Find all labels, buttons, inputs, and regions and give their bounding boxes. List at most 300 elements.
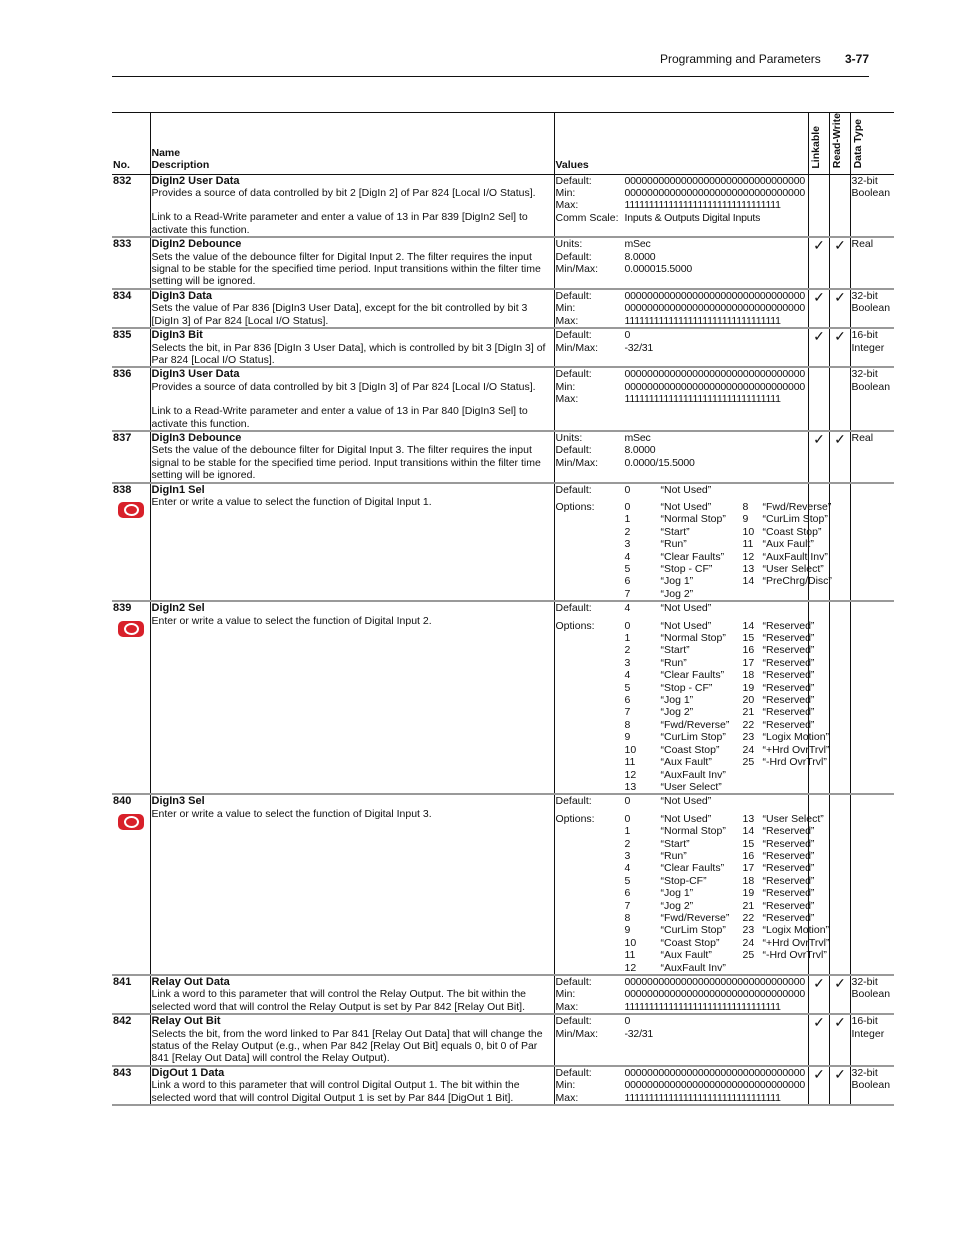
- options-label: Options:: [555, 619, 595, 632]
- param-description: Sets the value of Par 836 [DigIn3 User Data], except for the bit controlled by bit 3 [DigIn 3] of Par 824 [Local I/O Status].: [151, 302, 528, 327]
- value-row: [556, 238, 808, 250]
- value-text: 00000000000000000000000000000000: [624, 988, 805, 1001]
- option-number: 7: [624, 587, 631, 600]
- value-text: 0: [624, 1015, 631, 1028]
- option-text: “Stop-CF”: [660, 874, 707, 887]
- value-label: Min/Max:: [555, 341, 599, 354]
- parameter-table: [112, 112, 894, 1106]
- param-name: DigIn3 Sel: [151, 795, 205, 808]
- value-row: [556, 1067, 808, 1079]
- data-type: 32-bit Boolean: [850, 975, 894, 1014]
- option-number: 10: [624, 936, 637, 949]
- option-number: 15: [742, 632, 755, 645]
- option-text: “Normal Stop”: [660, 513, 726, 526]
- value-text: 0.0000/15.5000: [624, 456, 695, 469]
- value-row: [556, 342, 808, 354]
- option-number: 8: [742, 500, 749, 513]
- option-text: “Reserved”: [762, 669, 815, 682]
- option-row: [556, 924, 830, 937]
- option-row: [556, 550, 828, 563]
- option-text: “+Hrd OvrTrvl”: [762, 936, 830, 949]
- option-number: 10: [742, 525, 755, 538]
- param-description-cell: [150, 431, 554, 483]
- value-label: Default:: [555, 444, 592, 457]
- param-number: 835: [112, 328, 150, 367]
- option-number: 23: [742, 924, 755, 937]
- table-row: [112, 601, 894, 794]
- table-row: [112, 367, 894, 431]
- param-description: Provides a source of data controlled by bit 2 [DigIn 2] of Par 824 [Local I/O Status].: [151, 187, 536, 200]
- option-text: “Reserved”: [762, 837, 815, 850]
- linkable-cell: [808, 975, 829, 1014]
- param-description: Enter or write a value to select the function of Digital Input 3.: [151, 807, 432, 820]
- table-row: [112, 174, 894, 237]
- param-description-cell: [150, 367, 554, 431]
- option-number: 5: [624, 681, 631, 694]
- table-row: [112, 289, 894, 328]
- check-icon: ✓: [834, 1014, 846, 1031]
- param-values-cell: [554, 794, 830, 975]
- option-text: “Stop - CF”: [660, 563, 713, 576]
- value-row: [556, 368, 808, 380]
- check-icon: ✓: [834, 237, 846, 254]
- param-description: Enter or write a value to select the function of Digital Input 1.: [151, 495, 432, 508]
- read-write-cell: [829, 174, 850, 237]
- value-text: -32/31: [624, 341, 654, 354]
- data-type: Real: [850, 431, 894, 483]
- option-text: “Jog 2”: [660, 587, 694, 600]
- options-label: [556, 719, 625, 731]
- value-text: 00000000000000000000000000000000: [624, 1079, 805, 1092]
- value-row: [556, 1092, 808, 1104]
- option-number: 12: [742, 550, 755, 563]
- col-name-description: [150, 113, 554, 175]
- table-row: [112, 328, 894, 367]
- option-text: “AuxFault Inv”: [762, 550, 828, 563]
- option-text: “Clear Faults”: [660, 669, 725, 682]
- option-number: 3: [624, 849, 631, 862]
- param-values-cell: [554, 601, 830, 794]
- param-description-cell: [150, 975, 554, 1014]
- option-text: “Run”: [660, 538, 687, 551]
- param-description: Selects the bit, in Par 836 [DigIn 3 User Data], which is controlled by bit 3 [DigIn 3] of Par 824 [Local I/O Status].: [151, 341, 546, 366]
- value-text: 00000000000000000000000000000000: [624, 368, 805, 381]
- options-label: [556, 551, 625, 563]
- stop-icon: [118, 814, 144, 830]
- option-row: [556, 874, 815, 887]
- option-text: “Start”: [660, 525, 690, 538]
- option-text: “Reserved”: [762, 656, 815, 669]
- col-values: Values: [554, 113, 808, 175]
- value-text: 8.0000: [624, 250, 656, 263]
- col-no: No.: [112, 113, 150, 175]
- check-icon: ✓: [813, 328, 825, 345]
- option-text: “Reserved”: [762, 632, 815, 645]
- check-icon: ✓: [813, 1014, 825, 1031]
- option-text: “Fwd/Reverse”: [762, 500, 832, 513]
- value-row: [556, 988, 808, 1000]
- param-description: Sets the value of the debounce filter for Digital Input 2. The filter requires the input signal to be stable for the specified time period. Input transitions within the filter time setting will be ignored.: [151, 250, 541, 288]
- option-number: 6: [624, 575, 631, 588]
- data-type: 32-bit Boolean: [850, 174, 894, 237]
- option-number: 22: [742, 718, 755, 731]
- options-label: [556, 669, 625, 681]
- option-number: 11: [742, 538, 754, 551]
- option-text: “Coast Stop”: [762, 525, 822, 538]
- options-label: [556, 924, 625, 936]
- options-label: [556, 962, 625, 974]
- param-description: Sets the value of the debounce filter for Digital Input 3. The filter requires the input signal to be stable for the specified time period. Input transitions within the filter time setting will be ignored.: [151, 444, 541, 482]
- option-number: 11: [624, 949, 636, 962]
- options-label: [556, 769, 625, 781]
- value-row: [556, 1001, 808, 1013]
- stop-icon: [118, 621, 144, 637]
- value-text: 00000000000000000000000000000000: [624, 174, 805, 187]
- option-number: 19: [742, 681, 755, 694]
- param-number: 834: [112, 289, 150, 328]
- data-type: 32-bit Boolean: [850, 367, 894, 431]
- option-number: 24: [742, 936, 755, 949]
- options-label: [556, 731, 625, 743]
- option-text: “Reserved”: [762, 619, 815, 632]
- option-row: [556, 936, 830, 949]
- option-row: [556, 781, 808, 793]
- option-number: 12: [624, 961, 637, 974]
- param-name: Relay Out Bit: [151, 1015, 221, 1028]
- read-write-cell: [829, 237, 850, 289]
- option-row: [555, 500, 832, 513]
- value-row: [556, 381, 808, 393]
- option-row: [556, 911, 815, 924]
- option-text: “-Hrd OvrTrvl”: [762, 756, 827, 769]
- option-text: “Aux Fault”: [762, 538, 814, 551]
- value-row: [556, 329, 808, 341]
- option-text: “Reserved”: [762, 718, 815, 731]
- col-data-type: Data Type: [850, 113, 894, 175]
- check-icon: ✓: [813, 237, 825, 254]
- option-text: “Logix Motion”: [762, 924, 830, 937]
- option-text: “Run”: [660, 849, 687, 862]
- param-values-cell: [554, 289, 808, 328]
- options-label: [556, 912, 625, 924]
- option-text: “User Select”: [762, 812, 824, 825]
- options-label: [556, 744, 625, 756]
- param-number: 839: [113, 602, 132, 615]
- options-label: [556, 575, 625, 587]
- options-label: [556, 526, 625, 538]
- value-text: Inputs & Outputs Digital Inputs: [624, 211, 761, 224]
- value-label: Default:: [555, 174, 592, 187]
- option-text: “Stop - CF”: [660, 681, 713, 694]
- col-description: Description: [151, 159, 210, 172]
- read-write-cell: [829, 328, 850, 367]
- options-label: [556, 887, 625, 899]
- option-row: [556, 887, 815, 900]
- option-number: 6: [624, 887, 631, 900]
- option-number: 0: [624, 812, 631, 825]
- option-text: “Reserved”: [762, 681, 815, 694]
- param-number: 836: [112, 367, 150, 431]
- param-description: Enter or write a value to select the function of Digital Input 2.: [151, 614, 432, 627]
- value-label: Min:: [555, 380, 576, 393]
- option-number: 5: [624, 563, 631, 576]
- option-row: [556, 513, 828, 526]
- param-number-cell: [112, 794, 150, 975]
- param-number-cell: [112, 483, 150, 602]
- value-text: 00000000000000000000000000000000: [624, 289, 805, 302]
- value-label: Default:: [555, 289, 592, 302]
- value-row: [556, 290, 808, 302]
- param-values-cell: [554, 174, 808, 237]
- param-number: 842: [112, 1014, 150, 1066]
- value-row: [556, 393, 808, 405]
- option-text: “Jog 2”: [660, 706, 694, 719]
- option-row: [556, 825, 815, 838]
- param-values-cell: [554, 483, 832, 602]
- option-text: “Aux Fault”: [660, 756, 712, 769]
- check-icon: ✓: [813, 288, 825, 305]
- option-text: “+Hrd OvrTrvl”: [762, 743, 830, 756]
- option-number: 17: [742, 862, 755, 875]
- linkable-cell: [808, 237, 829, 289]
- option-number: 22: [742, 911, 755, 924]
- option-text: “Coast Stop”: [660, 936, 720, 949]
- option-number: 24: [742, 743, 755, 756]
- value-label: Default:: [555, 1066, 592, 1079]
- col-read-write: Read-Write: [829, 113, 850, 175]
- param-values-cell: [554, 237, 808, 289]
- default-row: [556, 795, 808, 807]
- param-description-extra: Link to a Read-Write parameter and enter a value of 13 in Par 840 [DigIn3 Sel] to activate this function.: [151, 405, 528, 430]
- value-text: 11111111111111111111111111111111: [624, 199, 781, 212]
- option-number: 9: [624, 924, 631, 937]
- read-write-cell: [829, 975, 850, 1014]
- param-description-extra: Link to a Read-Write parameter and enter a value of 13 in Par 839 [DigIn2 Sel] to activate this function.: [151, 211, 528, 236]
- option-text: “Reserved”: [762, 825, 815, 838]
- option-number: 4: [624, 669, 631, 682]
- table-body: [112, 174, 894, 1105]
- option-text: “Start”: [660, 837, 690, 850]
- param-name: DigOut 1 Data: [151, 1066, 225, 1079]
- value-text: 00000000000000000000000000000000: [624, 1066, 805, 1079]
- option-number: 14: [742, 619, 755, 632]
- option-row: [556, 681, 815, 694]
- table-row: [112, 1014, 894, 1066]
- option-row: [555, 619, 815, 632]
- param-name: DigIn3 User Data: [151, 368, 240, 381]
- read-write-cell: [829, 1066, 850, 1105]
- option-number: 4: [624, 862, 631, 875]
- value-text: 00000000000000000000000000000000: [624, 187, 805, 200]
- default-label: Default:: [555, 795, 592, 808]
- option-number: [743, 588, 763, 600]
- data-type: [850, 483, 894, 602]
- default-text: “Not Used”: [660, 602, 712, 615]
- value-label: Max:: [555, 1091, 579, 1104]
- options-label: [556, 900, 625, 912]
- default-label: Default:: [555, 602, 592, 615]
- option-number: 2: [624, 837, 631, 850]
- option-number: 21: [742, 706, 755, 719]
- table-row: [112, 431, 894, 483]
- value-row: [556, 175, 808, 187]
- value-text: 11111111111111111111111111111111: [624, 1000, 781, 1013]
- option-number: 20: [742, 694, 755, 707]
- check-icon: ✓: [813, 975, 825, 992]
- value-text: 11111111111111111111111111111111: [624, 314, 781, 327]
- value-row: [556, 1079, 808, 1091]
- value-row: [556, 1015, 808, 1027]
- option-number: 25: [742, 949, 755, 962]
- param-values-cell: [554, 975, 808, 1014]
- param-values-cell: [554, 328, 808, 367]
- value-row: [556, 263, 808, 275]
- options-label: [556, 657, 625, 669]
- options-label: [556, 838, 625, 850]
- option-text: “Aux Fault”: [660, 949, 712, 962]
- option-row: [556, 849, 815, 862]
- param-number: 833: [112, 237, 150, 289]
- linkable-cell: [808, 1066, 829, 1105]
- option-number: 14: [742, 825, 755, 838]
- param-name: DigIn3 Bit: [151, 329, 203, 342]
- value-row: [556, 212, 808, 224]
- table-row: [112, 1066, 894, 1105]
- option-text: “User Select”: [762, 563, 824, 576]
- option-text: “CurLim Stop”: [762, 513, 828, 526]
- value-label: Min/Max:: [555, 456, 599, 469]
- option-text: “CurLim Stop”: [660, 924, 726, 937]
- data-type: 32-bit Boolean: [850, 1066, 894, 1105]
- param-number: 837: [112, 431, 150, 483]
- value-text: 8.0000: [624, 444, 656, 457]
- param-description: Link a word to this parameter that will control Digital Output 1. The bit within the selected word that will control Digital Output 1 is set by Par 844 [DigOut 1 Bit].: [151, 1079, 520, 1104]
- option-text: “Fwd/Reverse”: [660, 718, 730, 731]
- value-label: Max:: [555, 314, 579, 327]
- option-number: 3: [624, 656, 631, 669]
- param-name: DigIn3 Debounce: [151, 431, 242, 444]
- option-row: [556, 949, 827, 962]
- option-row: [556, 575, 832, 588]
- option-number: 7: [624, 899, 631, 912]
- option-text: “Jog 1”: [660, 575, 694, 588]
- param-number-cell: [112, 601, 150, 794]
- param-values-cell: [554, 1014, 808, 1066]
- value-text: 0.000015.5000: [624, 263, 692, 276]
- col-name: Name: [151, 146, 181, 159]
- option-number: 4: [624, 550, 631, 563]
- option-text: “Clear Faults”: [660, 862, 725, 875]
- options-label: [556, 588, 625, 600]
- options-label: [556, 706, 625, 718]
- value-row: [556, 976, 808, 988]
- value-label: Min:: [555, 1079, 576, 1092]
- param-description: Link a word to this parameter that will control the Relay Output. The bit within the selected word that will control the Relay Output is set by Par 842 [Relay Out Bit].: [151, 988, 526, 1013]
- option-number: 6: [624, 694, 631, 707]
- param-number: 841: [112, 975, 150, 1014]
- option-text: “AuxFault Inv”: [660, 961, 726, 974]
- option-text: “Reserved”: [762, 849, 815, 862]
- value-label: Comm Scale:: [555, 211, 619, 224]
- option-text: “Start”: [660, 644, 690, 657]
- option-text: “PreChrg/Disc”: [762, 575, 832, 588]
- option-row: [556, 644, 815, 657]
- option-row: [556, 563, 824, 576]
- option-number: [743, 769, 763, 781]
- value-row: [556, 444, 808, 456]
- option-text: “Reserved”: [762, 874, 815, 887]
- options-label: [556, 538, 625, 550]
- param-description-cell: [150, 328, 554, 367]
- option-number: [743, 781, 763, 793]
- value-label: Min:: [555, 988, 576, 1001]
- param-description-cell: [150, 1066, 554, 1105]
- option-number: 0: [624, 619, 631, 632]
- param-description: Provides a source of data controlled by bit 3 [DigIn 3] of Par 824 [Local I/O Status].: [151, 380, 536, 393]
- check-icon: ✓: [834, 430, 846, 447]
- option-text: “Reserved”: [762, 694, 815, 707]
- option-row: [556, 862, 815, 875]
- value-label: Min/Max:: [555, 1027, 599, 1040]
- value-text: mSec: [624, 431, 651, 444]
- option-text: “Not Used”: [660, 500, 712, 513]
- param-name: DigIn2 Debounce: [151, 238, 242, 251]
- options-label: [556, 694, 625, 706]
- option-row: [556, 669, 815, 682]
- option-row: [556, 756, 827, 769]
- linkable-cell: [808, 367, 829, 431]
- option-number: 5: [624, 874, 631, 887]
- value-label: Max:: [555, 1000, 579, 1013]
- param-values-cell: [554, 431, 808, 483]
- option-text: “CurLim Stop”: [660, 731, 726, 744]
- option-text: “Reserved”: [762, 899, 815, 912]
- options-label: [556, 875, 625, 887]
- option-row: [556, 962, 808, 974]
- option-number: 12: [624, 768, 637, 781]
- data-type: Real: [850, 237, 894, 289]
- option-text: “Jog 2”: [660, 899, 694, 912]
- check-icon: ✓: [834, 975, 846, 992]
- option-number: 11: [624, 756, 636, 769]
- option-number: 13: [624, 780, 637, 793]
- value-label: Default:: [555, 329, 592, 342]
- option-row: [556, 731, 830, 744]
- option-number: 13: [742, 563, 755, 576]
- table-row: [112, 794, 894, 975]
- option-number: 7: [624, 706, 631, 719]
- param-name: DigIn2 User Data: [151, 174, 240, 187]
- option-number: 17: [742, 656, 755, 669]
- value-row: [556, 432, 808, 444]
- table-row: [112, 483, 894, 602]
- options-label: Options:: [555, 500, 595, 513]
- options-label: [556, 632, 625, 644]
- option-text: “Normal Stop”: [660, 632, 726, 645]
- value-text: 00000000000000000000000000000000: [624, 380, 805, 393]
- option-text: “Reserved”: [762, 706, 815, 719]
- option-number: 1: [624, 513, 631, 526]
- option-number: 19: [742, 887, 755, 900]
- default-number: 4: [624, 602, 631, 615]
- option-text: “Not Used”: [660, 812, 712, 825]
- value-text: mSec: [624, 238, 651, 251]
- option-text: “Logix Motion”: [762, 731, 830, 744]
- value-row: [556, 302, 808, 314]
- read-write-cell: [829, 483, 850, 602]
- options-label: [556, 682, 625, 694]
- read-write-cell: [829, 1014, 850, 1066]
